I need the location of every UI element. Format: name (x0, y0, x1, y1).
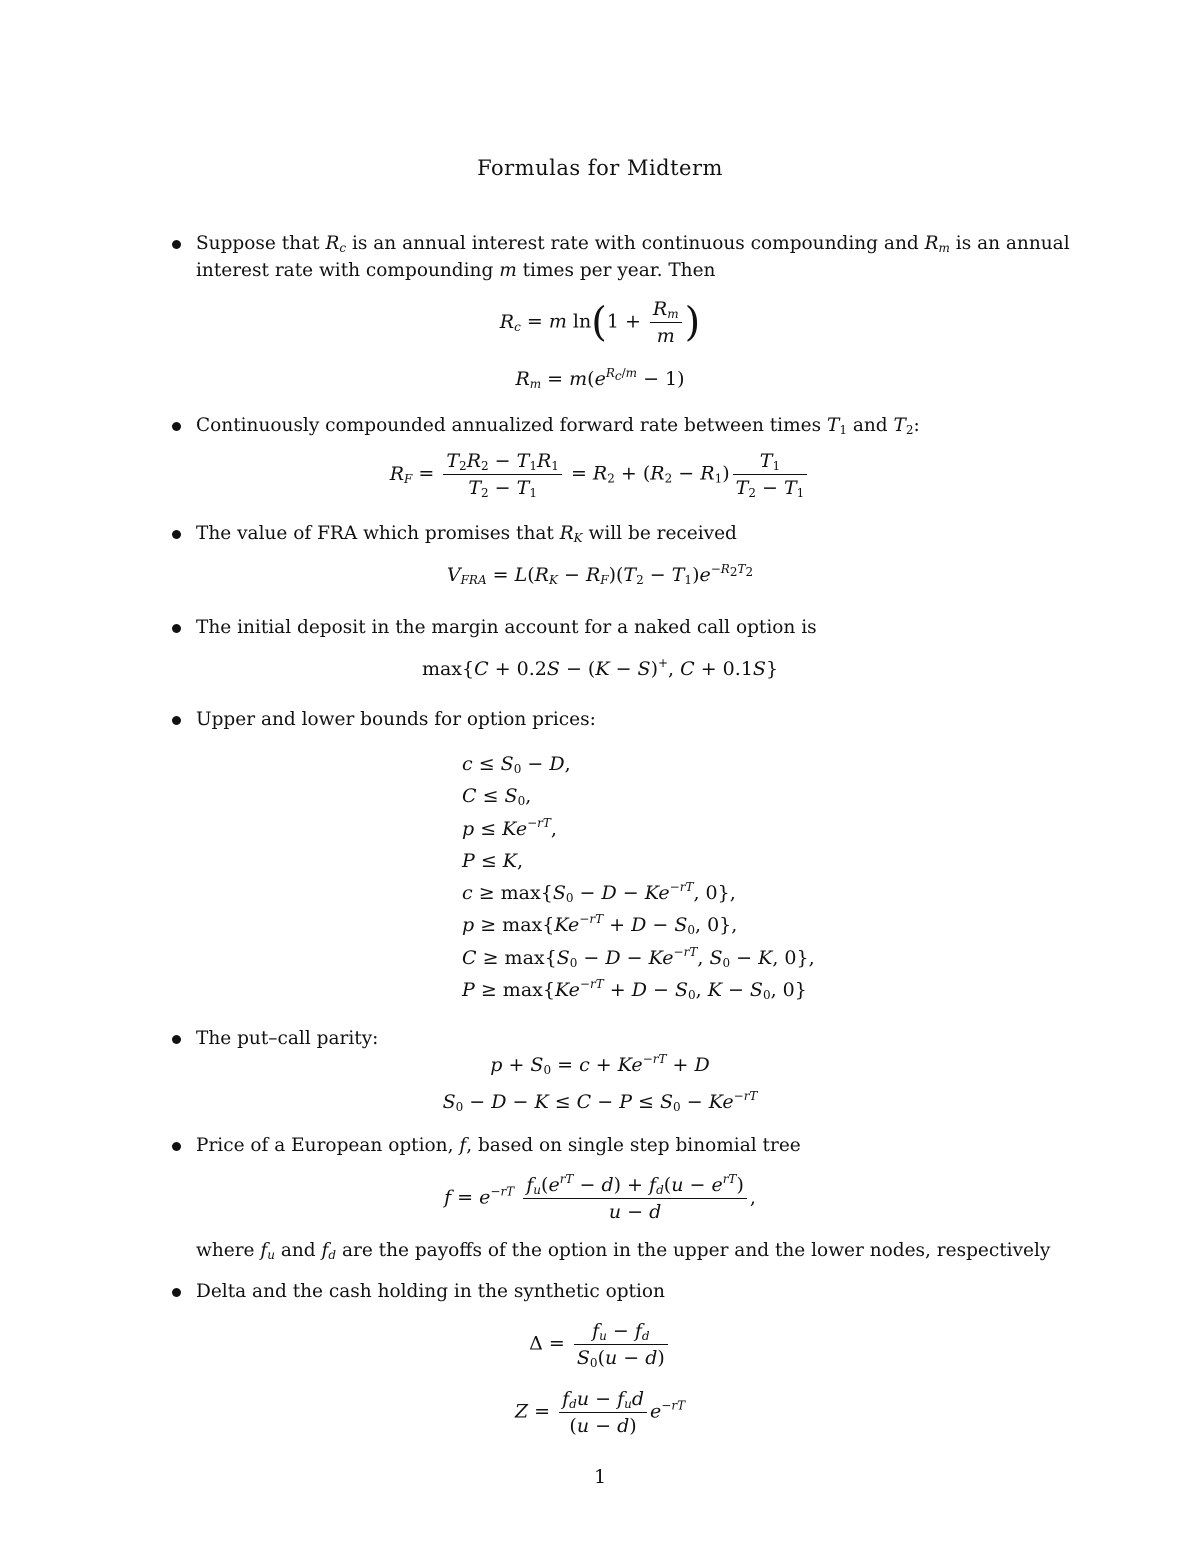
binomial-note: where $f_u$ and $f_d$ are the payoffs of the option in the upper and the lower nodes, respectively (196, 1240, 1051, 1262)
bullet-dot (172, 530, 181, 539)
bullet-dot (172, 1288, 181, 1297)
formula-z: Z = $\frac{f_du - f_ud}{(u - d)}$ $e^{-rT}$ (514, 1388, 686, 1437)
formula-parity-2: $S_0 - D - K \le C - P \le S_0 - Ke^{-rT}$ (442, 1089, 758, 1114)
bullet-binomial: Price of a European option, f, based on single step binomial tree (196, 1135, 801, 1156)
bullet-text-1: Suppose that $R_c$ is an annual interest rate with continuous compounding and $R_m$ is an annual interest rate with compounding m times per year. Then (196, 233, 1070, 281)
bullet-dot (172, 422, 181, 431)
formula-rc: $R_c = m$ ln(1 + $\frac{R_m}{m}$ ) (499, 298, 701, 347)
formula-margin: max{C + 0.2S − (K − S)+, C + 0.1S} (421, 656, 779, 680)
bullet-fra: The value of FRA which promises that $R_K$ will be received (196, 523, 737, 545)
bullet-put-call: The put–call parity: (196, 1028, 379, 1049)
bullet-dot (172, 1035, 181, 1044)
formula-forward-rate: $R_F$ = $\frac{T_2R_2 - T_1R_1}{T_2 - T_1}$ = $R_2 + (R_2 - R_1)$ $\frac{T_1}{T_2 - T_1}$ (0, 448, 1200, 501)
bullet-margin: The initial deposit in the margin account for a naked call option is (196, 617, 817, 638)
bullet-bounds: Upper and lower bounds for option prices: (196, 709, 596, 730)
page-title: Formulas for Midterm (477, 156, 723, 180)
formula-fra: $V_{FRA} = L(R_K - R_F)(T_2 - T_1)e^{-R_2T_2}$ (446, 562, 754, 587)
bullet-forward-rate: Continuously compounded annualized forward rate between times $T_1$ and $T_2$: (196, 415, 920, 437)
bullet-dot (172, 624, 181, 633)
formula-binomial: $f = e^{-rT}$ $\frac{f_u(e^{rT} - d) + f_d(u - e^{rT})}{u - d}$ , (444, 1172, 756, 1223)
page-number: 1 (593, 1466, 607, 1488)
formula-parity-1: $p + S_0 = c + Ke^{-rT} + D$ (490, 1052, 710, 1077)
bullet-rc-rm (196, 230, 1076, 284)
bullet-dot (172, 1142, 181, 1151)
bullet-dot (172, 240, 181, 249)
bullet-dot (172, 716, 181, 725)
formula-delta: Δ = $\frac{f_u - f_d}{S_0(u - d)}$ (0, 1318, 1200, 1371)
bullet-delta: Delta and the cash holding in the synthetic option (196, 1281, 665, 1302)
formula-bounds: $c \le S_0 - D$, $C \le S_0$, $p \le Ke^{-rT}$, P ≤ K, $c \ge \max\{S_0 - D - Ke^{-rT}$, 0}, $p \ge \max\{Ke^{-rT} + D - S_0$, 0}, $C \ge \max\{S_0 - D - Ke^{-rT}$, $S_0 - K$, 0}, $P \ge \max\{Ke^{-rT} + D - S_0$, $K - S_0$, 0} (462, 753, 815, 1003)
formula-rm: $R_m = m(e^{R_c/m} - 1)$ (515, 366, 685, 391)
